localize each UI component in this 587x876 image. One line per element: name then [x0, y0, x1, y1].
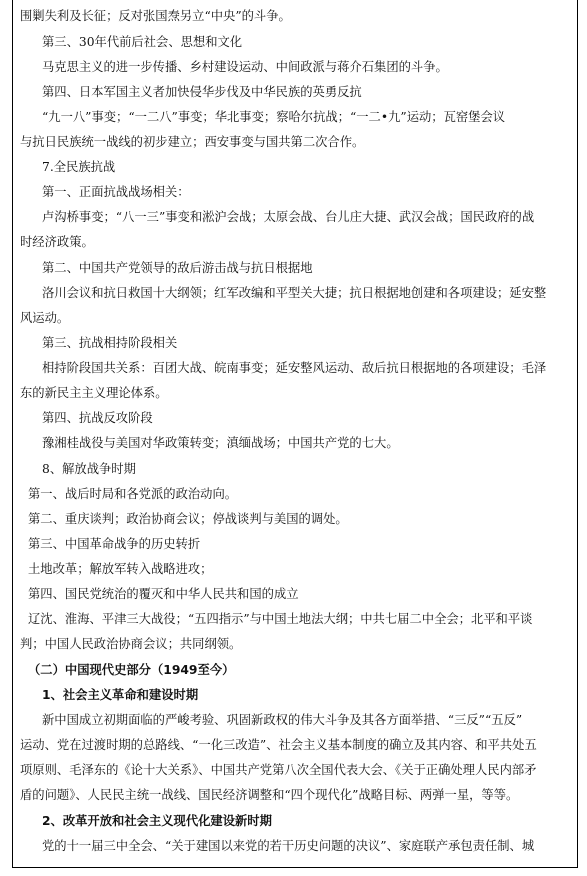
section-heading: 第四、国民党统治的覆灭和中华人民共和国的成立 — [28, 587, 299, 601]
text-line: 盾的问题》、人民民主统一战线、国民经济调整和“四个现代化”战略目标、两弹一星，等等。 — [20, 788, 519, 802]
text-line: 项原则、毛泽东的《论十大关系》、中国共产党第八次全国代表大会、《关于正确处理人民内部矛 — [20, 763, 537, 777]
text-line: 风运动。 — [20, 311, 70, 325]
section-heading: 第一、正面抗战战场相关： — [42, 185, 190, 199]
section-heading: 第二、中国共产党领导的敌后游击战与抗日根据地 — [42, 261, 313, 275]
text-line: 第二、重庆谈判；政治协商会议；停战谈判与美国的调处。 — [28, 512, 348, 526]
section-heading: 第三、抗战相持阶段相关 — [42, 336, 178, 350]
text-line: “九一八”事变；“一二八”事变；华北事变；察哈尔抗战；“一二•九”运动；瓦窑堡会议 — [42, 110, 506, 124]
text-line: 与抗日民族统一战线的初步建立；西安事变与国共第二次合作。 — [20, 135, 365, 149]
chapter-subheading: 2、改革开放和社会主义现代化建设新时期 — [42, 814, 272, 828]
text-line: 时经济政策。 — [20, 235, 94, 249]
section-heading: 第四、抗战反攻阶段 — [42, 411, 153, 425]
section-heading: 8、解放战争时期 — [42, 462, 136, 476]
chapter-heading: （二）中国现代史部分（1949至今） — [28, 663, 235, 677]
text-line: 运动、党在过渡时期的总路线、“一化三改造”、社会主义基本制度的确立及其内容、和平共处五 — [20, 738, 537, 752]
text-line: 判；中国人民政治协商会议；共同纲领。 — [20, 637, 242, 651]
text-line: 洛川会议和抗日救国十大纲领；红军改编和平型关大捷；抗日根据地创建和各项建设；延安整 — [42, 286, 547, 300]
section-heading: 第四、日本军国主义者加快侵华步伐及中华民族的英勇反抗 — [42, 85, 362, 99]
text-line: 卢沟桥事变；“八一三”事变和淞沪会战；太原会战、台儿庄大捷、武汉会战；国民政府的战 — [42, 210, 535, 224]
text-line: 第一、战后时局和各党派的政治动向。 — [28, 487, 238, 501]
chapter-subheading: 1、社会主义革命和建设时期 — [42, 688, 199, 702]
text-line: 马克思主义的进一步传播、乡村建设运动、中间政派与蒋介石集团的斗争。 — [42, 60, 448, 74]
text-line: 辽沈、淮海、平津三大战役；“五四指示”与中国土地法大纲；中共七届二中全会；北平和平谈 — [28, 612, 533, 626]
section-heading: 第三、30年代前后社会、思想和文化 — [42, 35, 243, 49]
text-line: 围剿失利及长征；反对张国焘另立“中央”的斗争。 — [20, 9, 291, 23]
text-line: 新中国成立初期面临的严峻考验、巩固新政权的伟大斗争及其各方面举措、“三反”“五反” — [42, 713, 523, 727]
text-line: 东的新民主主义理论体系。 — [20, 386, 168, 400]
text-line: 豫湘桂战役与美国对华政策转变；滇缅战场；中国共产党的七大。 — [42, 436, 399, 450]
text-line: 党的十一届三中全会、“关于建国以来党的若干历史问题的决议”、家庭联产承包责任制、城 — [42, 839, 535, 853]
section-heading: 7.全民族抗战 — [42, 160, 116, 174]
text-line: 相持阶段国共关系：百团大战、皖南事变；延安整风运动、敌后抗日根据地的各项建设；毛泽 — [42, 361, 547, 375]
text-line: 土地改革；解放军转入战略进攻； — [28, 562, 213, 576]
section-heading: 第三、中国革命战争的历史转折 — [28, 537, 201, 551]
